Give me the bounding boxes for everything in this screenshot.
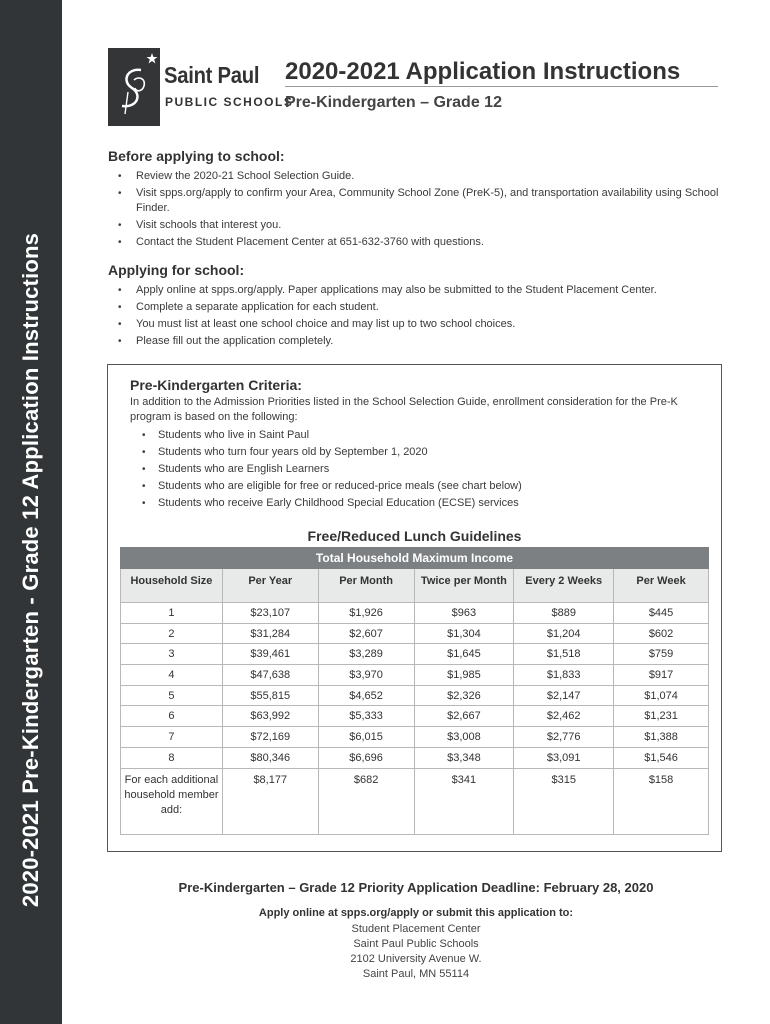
list-item: • Complete a separate application for each student.	[108, 300, 728, 315]
table-cell: 1	[121, 603, 223, 624]
table-cell: $3,008	[414, 727, 514, 748]
applying-list	[108, 283, 728, 349]
address-line: Saint Paul, MN 55114	[362, 968, 470, 980]
list-item: • Apply online at spps.org/apply. Paper applications may also be submitted to the Student Placement Center.	[108, 283, 728, 298]
column-header: Per Year	[222, 569, 318, 603]
table-cell: $341	[414, 768, 514, 834]
list-item: • Students who live in Saint Paul	[130, 428, 695, 443]
table-cell: $3,091	[514, 747, 614, 768]
apply-online-text: Apply online at spps.org/apply or submit this application to:	[258, 907, 574, 919]
table-row	[121, 603, 709, 624]
criteria-intro: In addition to the Admission Priorities listed in the School Selection Guide, enrollment consideration for the Pre-K program is based on the following:	[130, 396, 678, 423]
table-cell: $80,346	[222, 747, 318, 768]
table-cell: $1,304	[414, 623, 514, 644]
table-cell: $1,388	[614, 727, 709, 748]
logo-emblem-icon	[108, 48, 160, 126]
table-cell: $31,284	[222, 623, 318, 644]
table-cell: $5,333	[318, 706, 414, 727]
table-cell: $47,638	[222, 665, 318, 686]
table-row	[121, 706, 709, 727]
list-item: • Students who turn four years old by September 1, 2020	[130, 445, 695, 460]
table-cell: 7	[121, 727, 223, 748]
table-cell: $2,462	[514, 706, 614, 727]
table-cell: $1,074	[614, 685, 709, 706]
table-row	[121, 685, 709, 706]
criteria-box	[107, 364, 722, 852]
table-cell: $759	[614, 644, 709, 665]
table-cell: $917	[614, 665, 709, 686]
deadline-text: Pre-Kindergarten – Grade 12 Priority Application Deadline: February 28, 2020	[178, 880, 654, 895]
table-cell: $55,815	[222, 685, 318, 706]
table-cell: $3,289	[318, 644, 414, 665]
table-row	[121, 727, 709, 748]
list-item: • Review the 2020-21 School Selection Guide.	[108, 169, 728, 184]
address-line: 2102 University Avenue W.	[350, 953, 482, 965]
table-cell: $1,231	[614, 706, 709, 727]
table-cell: $1,926	[318, 603, 414, 624]
table-cell: $3,348	[414, 747, 514, 768]
table-cell: $1,518	[514, 644, 614, 665]
table-cell: $1,985	[414, 665, 514, 686]
table-cell: 5	[121, 685, 223, 706]
table-cell: $8,177	[222, 768, 318, 834]
table-cell: 3	[121, 644, 223, 665]
table-cell: $23,107	[222, 603, 318, 624]
table-cell: $6,696	[318, 747, 414, 768]
table-banner: Total Household Maximum Income	[121, 548, 709, 569]
table-row	[121, 747, 709, 768]
table-cell: 4	[121, 665, 223, 686]
table-cell: $1,546	[614, 747, 709, 768]
table-cell: $63,992	[222, 706, 318, 727]
table-cell: 8	[121, 747, 223, 768]
before-applying-section	[108, 148, 728, 252]
criteria-heading: Pre-Kindergarten Criteria:	[130, 377, 302, 393]
table-cell: $445	[614, 603, 709, 624]
title-divider	[285, 86, 718, 87]
spps-logo	[108, 48, 160, 126]
logo-name: Saint Paul	[164, 62, 260, 88]
column-header: Twice per Month	[414, 569, 514, 603]
logo-subtitle: PUBLIC SCHOOLS	[165, 95, 294, 109]
table-cell: $1,833	[514, 665, 614, 686]
table-row	[121, 644, 709, 665]
lunch-table-title: Free/Reduced Lunch Guidelines	[307, 528, 522, 544]
before-applying-list	[108, 169, 728, 250]
address-line: Saint Paul Public Schools	[353, 938, 479, 950]
table-cell: $6,015	[318, 727, 414, 748]
table-cell: $602	[614, 623, 709, 644]
column-header: Every 2 Weeks	[514, 569, 614, 603]
table-cell: $158	[614, 768, 709, 834]
list-item: • Visit schools that interest you.	[108, 218, 728, 233]
table-cell: $963	[414, 603, 514, 624]
table-cell: $1,645	[414, 644, 514, 665]
list-item: • You must list at least one school choice and may list up to two school choices.	[108, 317, 728, 332]
table-cell: $4,652	[318, 685, 414, 706]
column-header: Per Week	[614, 569, 709, 603]
list-item: • Students who are eligible for free or reduced-price meals (see chart below)	[130, 479, 695, 494]
list-item: • Contact the Student Placement Center at 651-632-3760 with questions.	[108, 235, 728, 250]
applying-section	[108, 262, 728, 351]
table-cell: $682	[318, 768, 414, 834]
sidebar-title: 2020-2021 Pre-Kindergarten - Grade 12 Application Instructions	[18, 232, 43, 908]
address-line: Student Placement Center	[351, 923, 481, 935]
page-subtitle: Pre-Kindergarten – Grade 12	[285, 94, 502, 111]
table-cell: $2,607	[318, 623, 414, 644]
table-cell: $3,970	[318, 665, 414, 686]
page-title: 2020-2021 Application Instructions	[285, 58, 681, 85]
mailing-address	[62, 922, 770, 982]
table-cell: $39,461	[222, 644, 318, 665]
sidebar-band	[0, 0, 62, 1024]
table-cell: $889	[514, 603, 614, 624]
table-row	[121, 623, 709, 644]
list-item: • Please fill out the application completely.	[108, 334, 728, 349]
column-header: Household Size	[121, 569, 223, 603]
before-applying-heading: Before applying to school:	[108, 148, 285, 164]
applying-heading: Applying for school:	[108, 262, 245, 278]
list-item: • Students who receive Early Childhood Special Education (ECSE) services	[130, 496, 695, 511]
list-item: • Visit spps.org/apply to confirm your Area, Community School Zone (PreK-5), and transportation availability using School Finder.	[108, 186, 728, 216]
table-cell: $2,147	[514, 685, 614, 706]
table-cell: 2	[121, 623, 223, 644]
table-cell: $2,776	[514, 727, 614, 748]
table-row	[121, 768, 709, 834]
table-cell: For each additional household member add:	[121, 768, 223, 834]
table-cell: $72,169	[222, 727, 318, 748]
table-row	[121, 665, 709, 686]
table-cell: $315	[514, 768, 614, 834]
list-item: • Students who are English Learners	[130, 462, 695, 477]
table-cell: $1,204	[514, 623, 614, 644]
table-cell: 6	[121, 706, 223, 727]
table-cell: $2,667	[414, 706, 514, 727]
income-table	[120, 547, 709, 835]
criteria-list	[130, 428, 695, 513]
column-header: Per Month	[318, 569, 414, 603]
table-cell: $2,326	[414, 685, 514, 706]
